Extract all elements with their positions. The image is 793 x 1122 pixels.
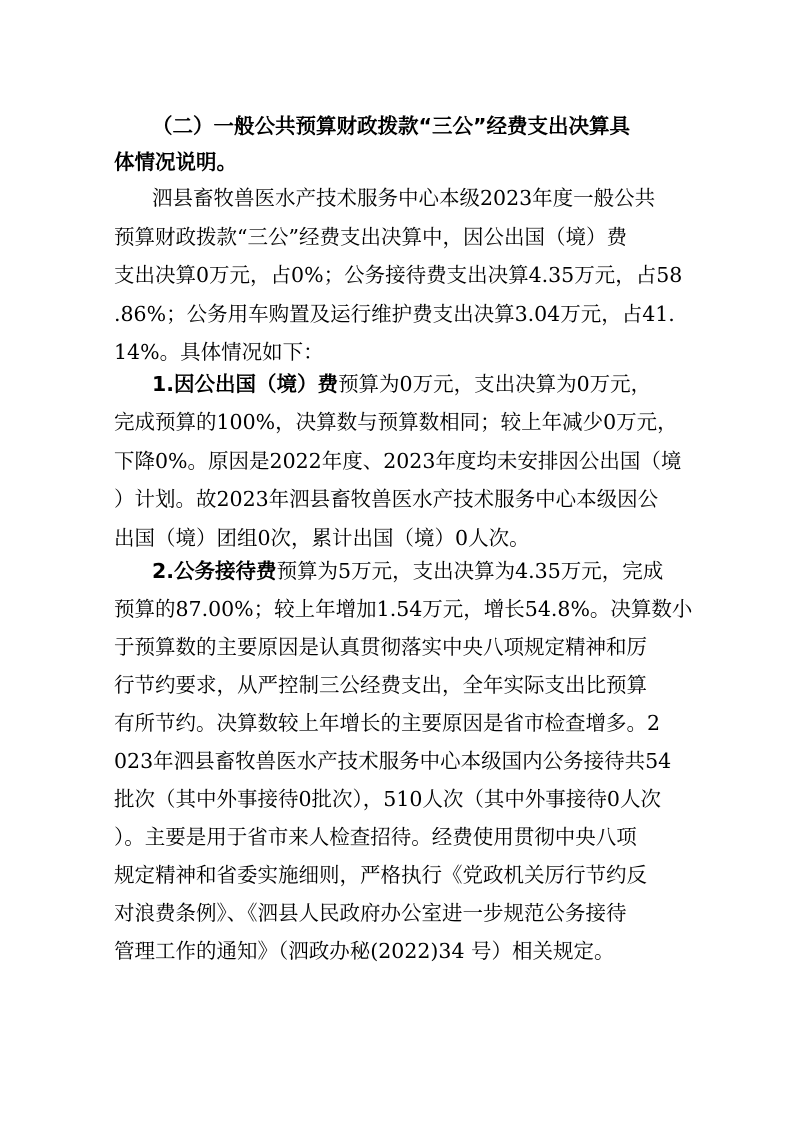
intro-paragraph-line-3: 支出决算0万元，占0%；公务接待费支出决算4.35万元，占58 [114, 263, 683, 287]
item1-line-5: 出国（境）团组0次，累计出国（境）0人次。 [114, 526, 530, 550]
item2-line-8: ）。主要是用于省市来人检查招待。经费使用贯彻中央八项 [114, 825, 637, 849]
item1-label: 1.因公出国（境）费 [152, 372, 339, 396]
item2-line-1 [152, 555, 663, 587]
item1-line-4: ）计划。故2023年泗县畜牧兽医水产技术服务中心本级因公 [114, 487, 659, 511]
item2-line-4: 行节约要求，从严控制三公经费支出，全年实际支出比预算 [114, 673, 647, 697]
item2-line-6: 023年泗县畜牧兽医水产技术服务中心本级国内公务接待共54 [114, 749, 672, 773]
item1-line-3: 下降0%。原因是2022年度、2023年度均未安排因公出国（境 [114, 449, 682, 473]
item2-line-11: 管理工作的通知》（泗政办秘(2022)34 号）相关规定。 [114, 939, 615, 963]
intro-paragraph-line-5: 14%。具体情况如下： [114, 340, 324, 364]
section-heading-line-2: 体情况说明。 [114, 150, 237, 174]
item2-line-3: 于预算数的主要原因是认真贯彻落实中央八项规定精神和厉 [114, 635, 647, 659]
item2-line-5: 有所节约。决算数较上年增长的主要原因是省市检查增多。2 [114, 711, 661, 735]
item2-line-2: 预算的87.00%；较上年增加1.54万元，增长54.8%。决算数小 [114, 597, 693, 621]
intro-paragraph-line-2: 预算财政拨款“三公”经费支出决算中，因公出国（境）费 [114, 225, 627, 249]
item1-line-1 [152, 368, 651, 400]
item2-line-1-text: 预算为5万元，支出决算为4.35万元，完成 [276, 559, 664, 583]
item2-line-10: 对浪费条例》、《泗县人民政府办公室进一步规范公务接待 [114, 901, 627, 925]
item2-line-7: 批次（其中外事接待0批次），510人次（其中外事接待0人次 [114, 787, 661, 811]
item2-line-9: 规定精神和省委实施细则，严格执行《党政机关厉行节约反 [114, 863, 647, 887]
section-heading-line-1: （二）一般公共预算财政拨款“三公”经费支出决算具 [152, 114, 630, 138]
item2-label: 2.公务接待费 [152, 559, 277, 583]
intro-paragraph-line-1: 泗县畜牧兽医水产技术服务中心本级2023年度一般公共 [152, 186, 656, 210]
intro-paragraph-line-4: .86%；公务用车购置及运行维护费支出决算3.04万元，占41. [114, 302, 675, 326]
item1-line-1-text: 预算为0万元，支出决算为0万元， [338, 372, 652, 396]
item1-line-2: 完成预算的100%，决算数与预算数相同；较上年减少0万元， [114, 410, 678, 434]
